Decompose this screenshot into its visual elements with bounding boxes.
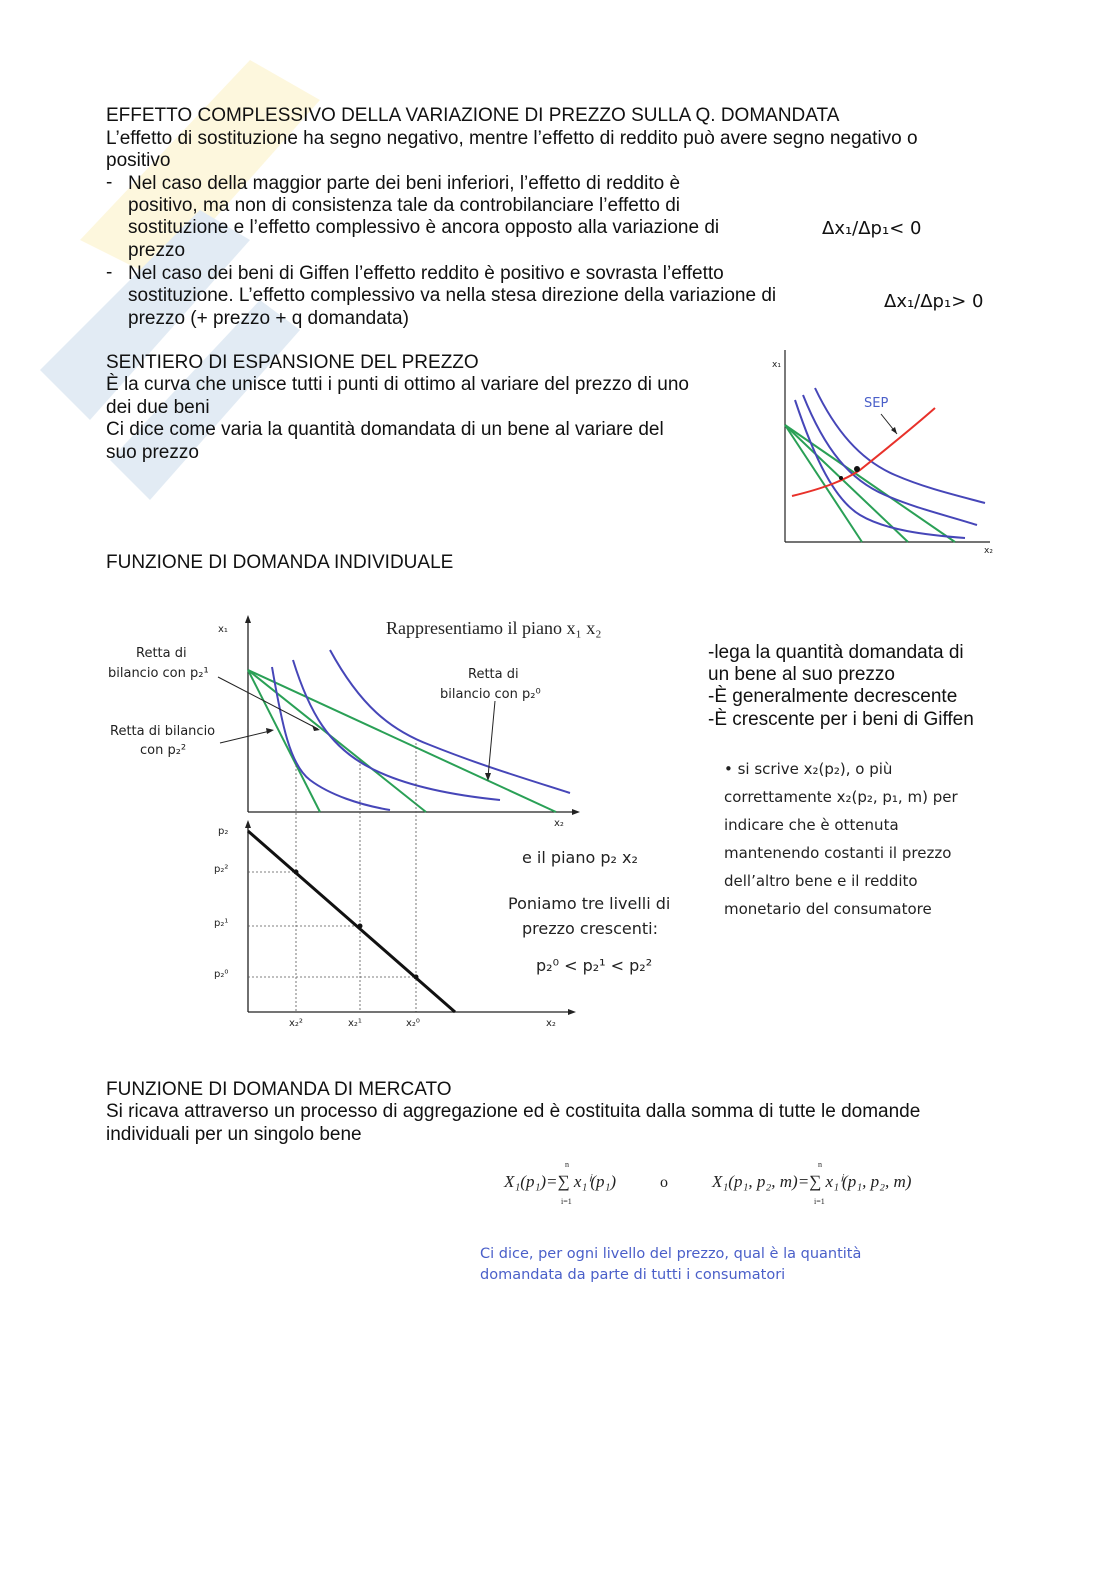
section2-title: SENTIERO DI ESPANSIONE DEL PREZZO (106, 352, 479, 373)
bottom-y-arrow (245, 820, 251, 828)
sep-optimum-point (839, 476, 843, 480)
label-r2-line1: Retta di bilancio (110, 724, 216, 739)
tick-x2-1: x₂¹ (348, 1018, 362, 1029)
demand-point (358, 924, 363, 929)
sep-label: SEP (864, 396, 889, 411)
right-line4: -È crescente per i beni di Giffen (708, 709, 974, 730)
sum-bottom-1: i=1 (561, 1197, 572, 1206)
price-inequality: p₂⁰ < p₂¹ < p₂² (536, 956, 653, 975)
formula-or: o (660, 1174, 668, 1191)
piano-label: e il piano p₂ x₂ (522, 848, 638, 867)
bottom-x-arrow (568, 1009, 576, 1015)
section4-title: FUNZIONE DI DOMANDA DI MERCATO (106, 1079, 452, 1100)
axis-p2-label: p₂ (218, 826, 229, 837)
bullet1-line2: positivo, ma non di consistenza tale da controbilanciare l’effetto di (128, 195, 681, 216)
right-line1: -lega la quantità domandata di (708, 642, 964, 663)
bullet1-line1: Nel caso della maggior parte dei beni inferiori, l’effetto di reddito è (128, 173, 681, 194)
section3-title: FUNZIONE DI DOMANDA INDIVIDUALE (106, 552, 454, 573)
axis-x1-label: x₁ (218, 624, 228, 635)
budget-line-p2-1 (248, 670, 426, 812)
top-x-arrow (572, 809, 580, 815)
sep-chart (765, 350, 1005, 560)
blue-note-line1: Ci dice, per ogni livello del prezzo, qual è la quantità (480, 1246, 862, 1262)
bullet-dash: - (106, 262, 113, 283)
tick-x2-2: x₂² (289, 1018, 303, 1029)
label-r1-line1: Retta di (136, 646, 187, 661)
section2-line3: Ci dice come varia la quantità domandata di un bene al variare del (106, 419, 664, 440)
indifference-curve (330, 650, 570, 793)
label-arrow-head (266, 728, 274, 734)
note-line2: correttamente x₂(p₂, p₁, m) per (724, 788, 958, 806)
blue-note-line2: domandata da parte di tutti i consumatori (480, 1267, 786, 1283)
section1-intro-1: L’effetto di sostituzione ha segno negativo, mentre l’effetto di reddito può avere segno negativo o (106, 128, 918, 149)
label-r0-line1: Retta di (468, 667, 519, 682)
sep-indifference-curve (815, 388, 985, 503)
axis-x2-top-label: x₂ (554, 818, 564, 829)
note-line6: monetario del consumatore (724, 900, 932, 918)
section4-line2: individuali per un singolo bene (106, 1124, 362, 1145)
bullet2-line3: prezzo (+ prezzo + q domandata) (128, 308, 409, 329)
sep-y-label: x₁ (772, 360, 781, 370)
sep-x-label: x₂ (984, 546, 993, 556)
section4-line1: Si ricava attraverso un processo di aggregazione ed è costituita dalla somma di tutte le domande (106, 1101, 921, 1122)
label-arrow-r0 (488, 701, 495, 777)
section2-line4: suo prezzo (106, 442, 199, 463)
label-r0-line2: bilancio con p₂⁰ (440, 687, 541, 702)
budget-line-p2-2 (248, 670, 320, 812)
tick-p2-1: p₂¹ (214, 918, 229, 929)
formula-giffen: Δx₁/Δp₁> 0 (884, 291, 984, 312)
section2-line2: dei due beni (106, 397, 210, 418)
section1-intro-2: positivo (106, 150, 171, 171)
label-r2-line2: con p₂² (140, 743, 187, 758)
bullet-dash: - (106, 172, 113, 193)
demand-curve (248, 831, 455, 1012)
top-y-arrow (245, 615, 251, 623)
note-line3: indicare che è ottenuta (724, 816, 899, 834)
bullet1-line3: sostituzione e l’effetto complessivo è ancora opposto alla variazione di (128, 217, 720, 238)
sep-optimum-point (854, 466, 860, 472)
bullet2-line2: sostituzione. L’effetto complessivo va nella stesa direzione della variazione di (128, 285, 777, 306)
sep-budget-line (785, 425, 908, 542)
right-line3: -È generalmente decrescente (708, 686, 958, 707)
tick-p2-2: p₂² (214, 864, 229, 875)
sum-top-2: n (818, 1160, 822, 1169)
demand-point (414, 975, 419, 980)
sep-indifference-curve (795, 400, 965, 538)
section1-title: EFFETTO COMPLESSIVO DELLA VARIAZIONE DI PREZZO SULLA Q. DOMANDATA (106, 105, 840, 126)
market-formula-2: X₁(p₁, p₂, m)=∑ x₁ⁱ(p₁, p₂, m) (712, 1172, 912, 1191)
bullet1-line4: prezzo (128, 240, 186, 261)
note-line5: dell’altro bene e il reddito (724, 872, 918, 890)
sum-top-1: n (565, 1160, 569, 1169)
tick-x2-0: x₂⁰ (406, 1018, 420, 1029)
poniamo-line1: Poniamo tre livelli di (508, 894, 671, 913)
note-line4: mantenendo costanti il prezzo (724, 844, 952, 862)
formula-inferior: Δx₁/Δp₁< 0 (822, 218, 922, 239)
axis-x2-bottom-label: x₂ (546, 1018, 556, 1029)
bullet2-line1: Nel caso dei beni di Giffen l’effetto reddito è positivo e sovrasta l’effetto (128, 263, 724, 284)
note-line1: • si scrive x₂(p₂), o più (724, 760, 893, 778)
label-r1-line2: bilancio con p₂¹ (108, 666, 209, 681)
section2-line1: È la curva che unisce tutti i punti di ottimo al variare del prezzo di uno (106, 374, 689, 395)
right-line2: un bene al suo prezzo (708, 664, 895, 685)
demand-point (294, 870, 299, 875)
tick-p2-0: p₂⁰ (214, 969, 229, 980)
sum-bottom-2: i=1 (814, 1197, 825, 1206)
label-arrow-r2 (220, 731, 270, 743)
plane-title: Rappresentiamo il piano x₁ x₂ (386, 618, 602, 638)
poniamo-line2: prezzo crescenti: (522, 919, 658, 938)
market-formula-1: X₁(p₁)=∑ x₁ⁱ(p₁) (504, 1172, 617, 1191)
